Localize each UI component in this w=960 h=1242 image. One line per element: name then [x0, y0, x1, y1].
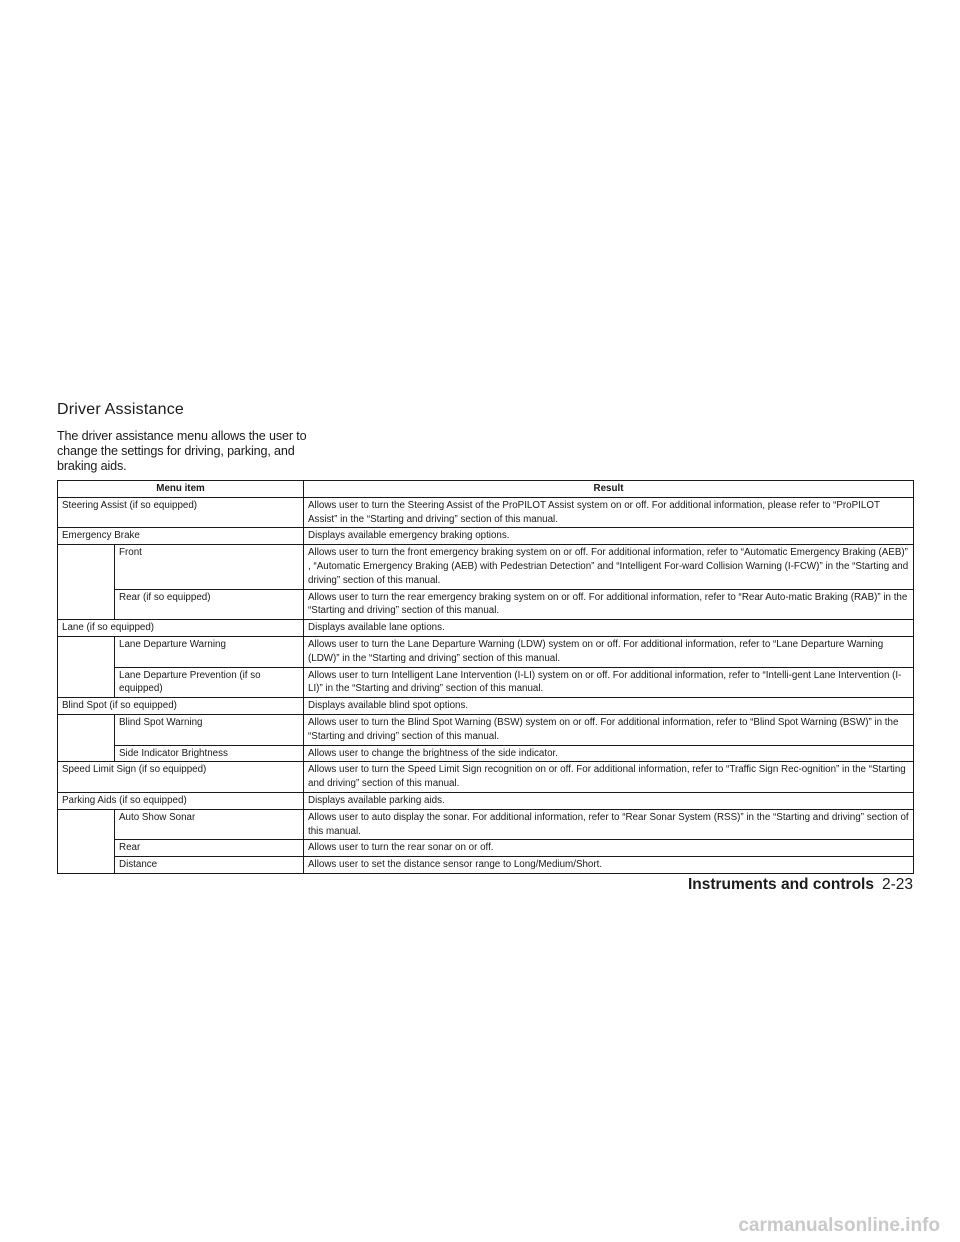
menu-item-cell: Speed Limit Sign (if so equipped) [58, 762, 304, 793]
table-row [58, 762, 914, 793]
header-menu-item: Menu item [58, 481, 304, 498]
table-row [58, 792, 914, 809]
section-intro: The driver assistance menu allows the user to change the settings for driving, parking, and braking aids. [57, 429, 307, 473]
table-header-row [58, 481, 914, 498]
section-title: Driver Assistance [57, 401, 184, 418]
result-cell: Displays available parking aids. [304, 792, 914, 809]
table-row [58, 698, 914, 715]
table-row [58, 497, 914, 528]
result-cell: Allows user to auto display the sonar. For additional information, refer to “Rear Sonar System (RSS)” in the “Starting and driving” section of this manual. [304, 809, 914, 840]
indent-cell [58, 545, 115, 620]
menu-item-cell: Steering Assist (if so equipped) [58, 497, 304, 528]
table-row [58, 620, 914, 637]
table-row [58, 857, 914, 874]
table-row [58, 809, 914, 840]
table-row [58, 714, 914, 745]
indent-cell [58, 809, 115, 873]
table-row [58, 840, 914, 857]
sub-item-cell: Rear [115, 840, 304, 857]
result-cell: Allows user to change the brightness of the side indicator. [304, 745, 914, 762]
menu-item-cell: Emergency Brake [58, 528, 304, 545]
sub-item-cell: Front [115, 545, 304, 589]
indent-cell [58, 714, 115, 761]
sub-item-cell: Auto Show Sonar [115, 809, 304, 840]
table-row [58, 745, 914, 762]
sub-item-cell: Rear (if so equipped) [115, 589, 304, 620]
sub-item-cell: Side Indicator Brightness [115, 745, 304, 762]
result-cell: Allows user to set the distance sensor range to Long/Medium/Short. [304, 857, 914, 874]
page-footer [688, 876, 913, 894]
sub-item-cell: Blind Spot Warning [115, 714, 304, 745]
result-cell: Allows user to turn the Blind Spot Warning (BSW) system on or off. For additional information, refer to “Blind Spot Warning (BSW)” in the “Starting and driving” section of this manual. [304, 714, 914, 745]
menu-table [57, 480, 914, 874]
result-cell: Allows user to turn the front emergency braking system on or off. For additional information, refer to “Automatic Emergency Braking (AEB)” , “Automatic Emergency Braking (AEB) with Pedestrian Detection” and “Intelligent For-ward Collision Warning (I-FCW)” in the “Starting and driving” section of this manual. [304, 545, 914, 589]
sub-item-cell: Lane Departure Prevention (if so equipped) [115, 667, 304, 698]
result-cell: Allows user to turn Intelligent Lane Intervention (I-LI) system on or off. For additional information, refer to “Intelli-gent Lane Intervention (I-LI)” in the “Starting and driving” section of this manual. [304, 667, 914, 698]
table-row [58, 528, 914, 545]
table-body [58, 497, 914, 873]
result-cell: Allows user to turn the rear emergency braking system on or off. For additional information, refer to “Rear Auto-matic Braking (RAB)” in the “Starting and driving” section of this manual. [304, 589, 914, 620]
result-cell: Allows user to turn the Speed Limit Sign recognition on or off. For additional information, refer to “Traffic Sign Rec-ognition” in the “Starting and driving” section of this manual. [304, 762, 914, 793]
watermark-logo: carmanualsonline.info [738, 1215, 940, 1236]
table-row [58, 545, 914, 589]
sub-item-cell: Distance [115, 857, 304, 874]
menu-item-cell: Blind Spot (if so equipped) [58, 698, 304, 715]
result-cell: Allows user to turn the Lane Departure Warning (LDW) system on or off. For additional information, refer to “Lane Departure Warning (LDW)” in the “Starting and driving” section of this manual. [304, 636, 914, 667]
header-result: Result [304, 481, 914, 498]
result-cell: Displays available blind spot options. [304, 698, 914, 715]
result-cell: Allows user to turn the Steering Assist of the ProPILOT Assist system on or off. For additional information, please refer to “ProPILOT Assist” in the “Starting and driving” section of this manual. [304, 497, 914, 528]
table-row [58, 667, 914, 698]
sub-item-cell: Lane Departure Warning [115, 636, 304, 667]
result-cell: Displays available lane options. [304, 620, 914, 637]
result-cell: Displays available emergency braking options. [304, 528, 914, 545]
result-cell: Allows user to turn the rear sonar on or off. [304, 840, 914, 857]
indent-cell [58, 636, 115, 697]
table-row [58, 589, 914, 620]
page-number: 2-23 [881, 876, 913, 893]
menu-item-cell: Lane (if so equipped) [58, 620, 304, 637]
table-row [58, 636, 914, 667]
menu-item-cell: Parking Aids (if so equipped) [58, 792, 304, 809]
chapter-title: Instruments and controls [687, 876, 874, 893]
